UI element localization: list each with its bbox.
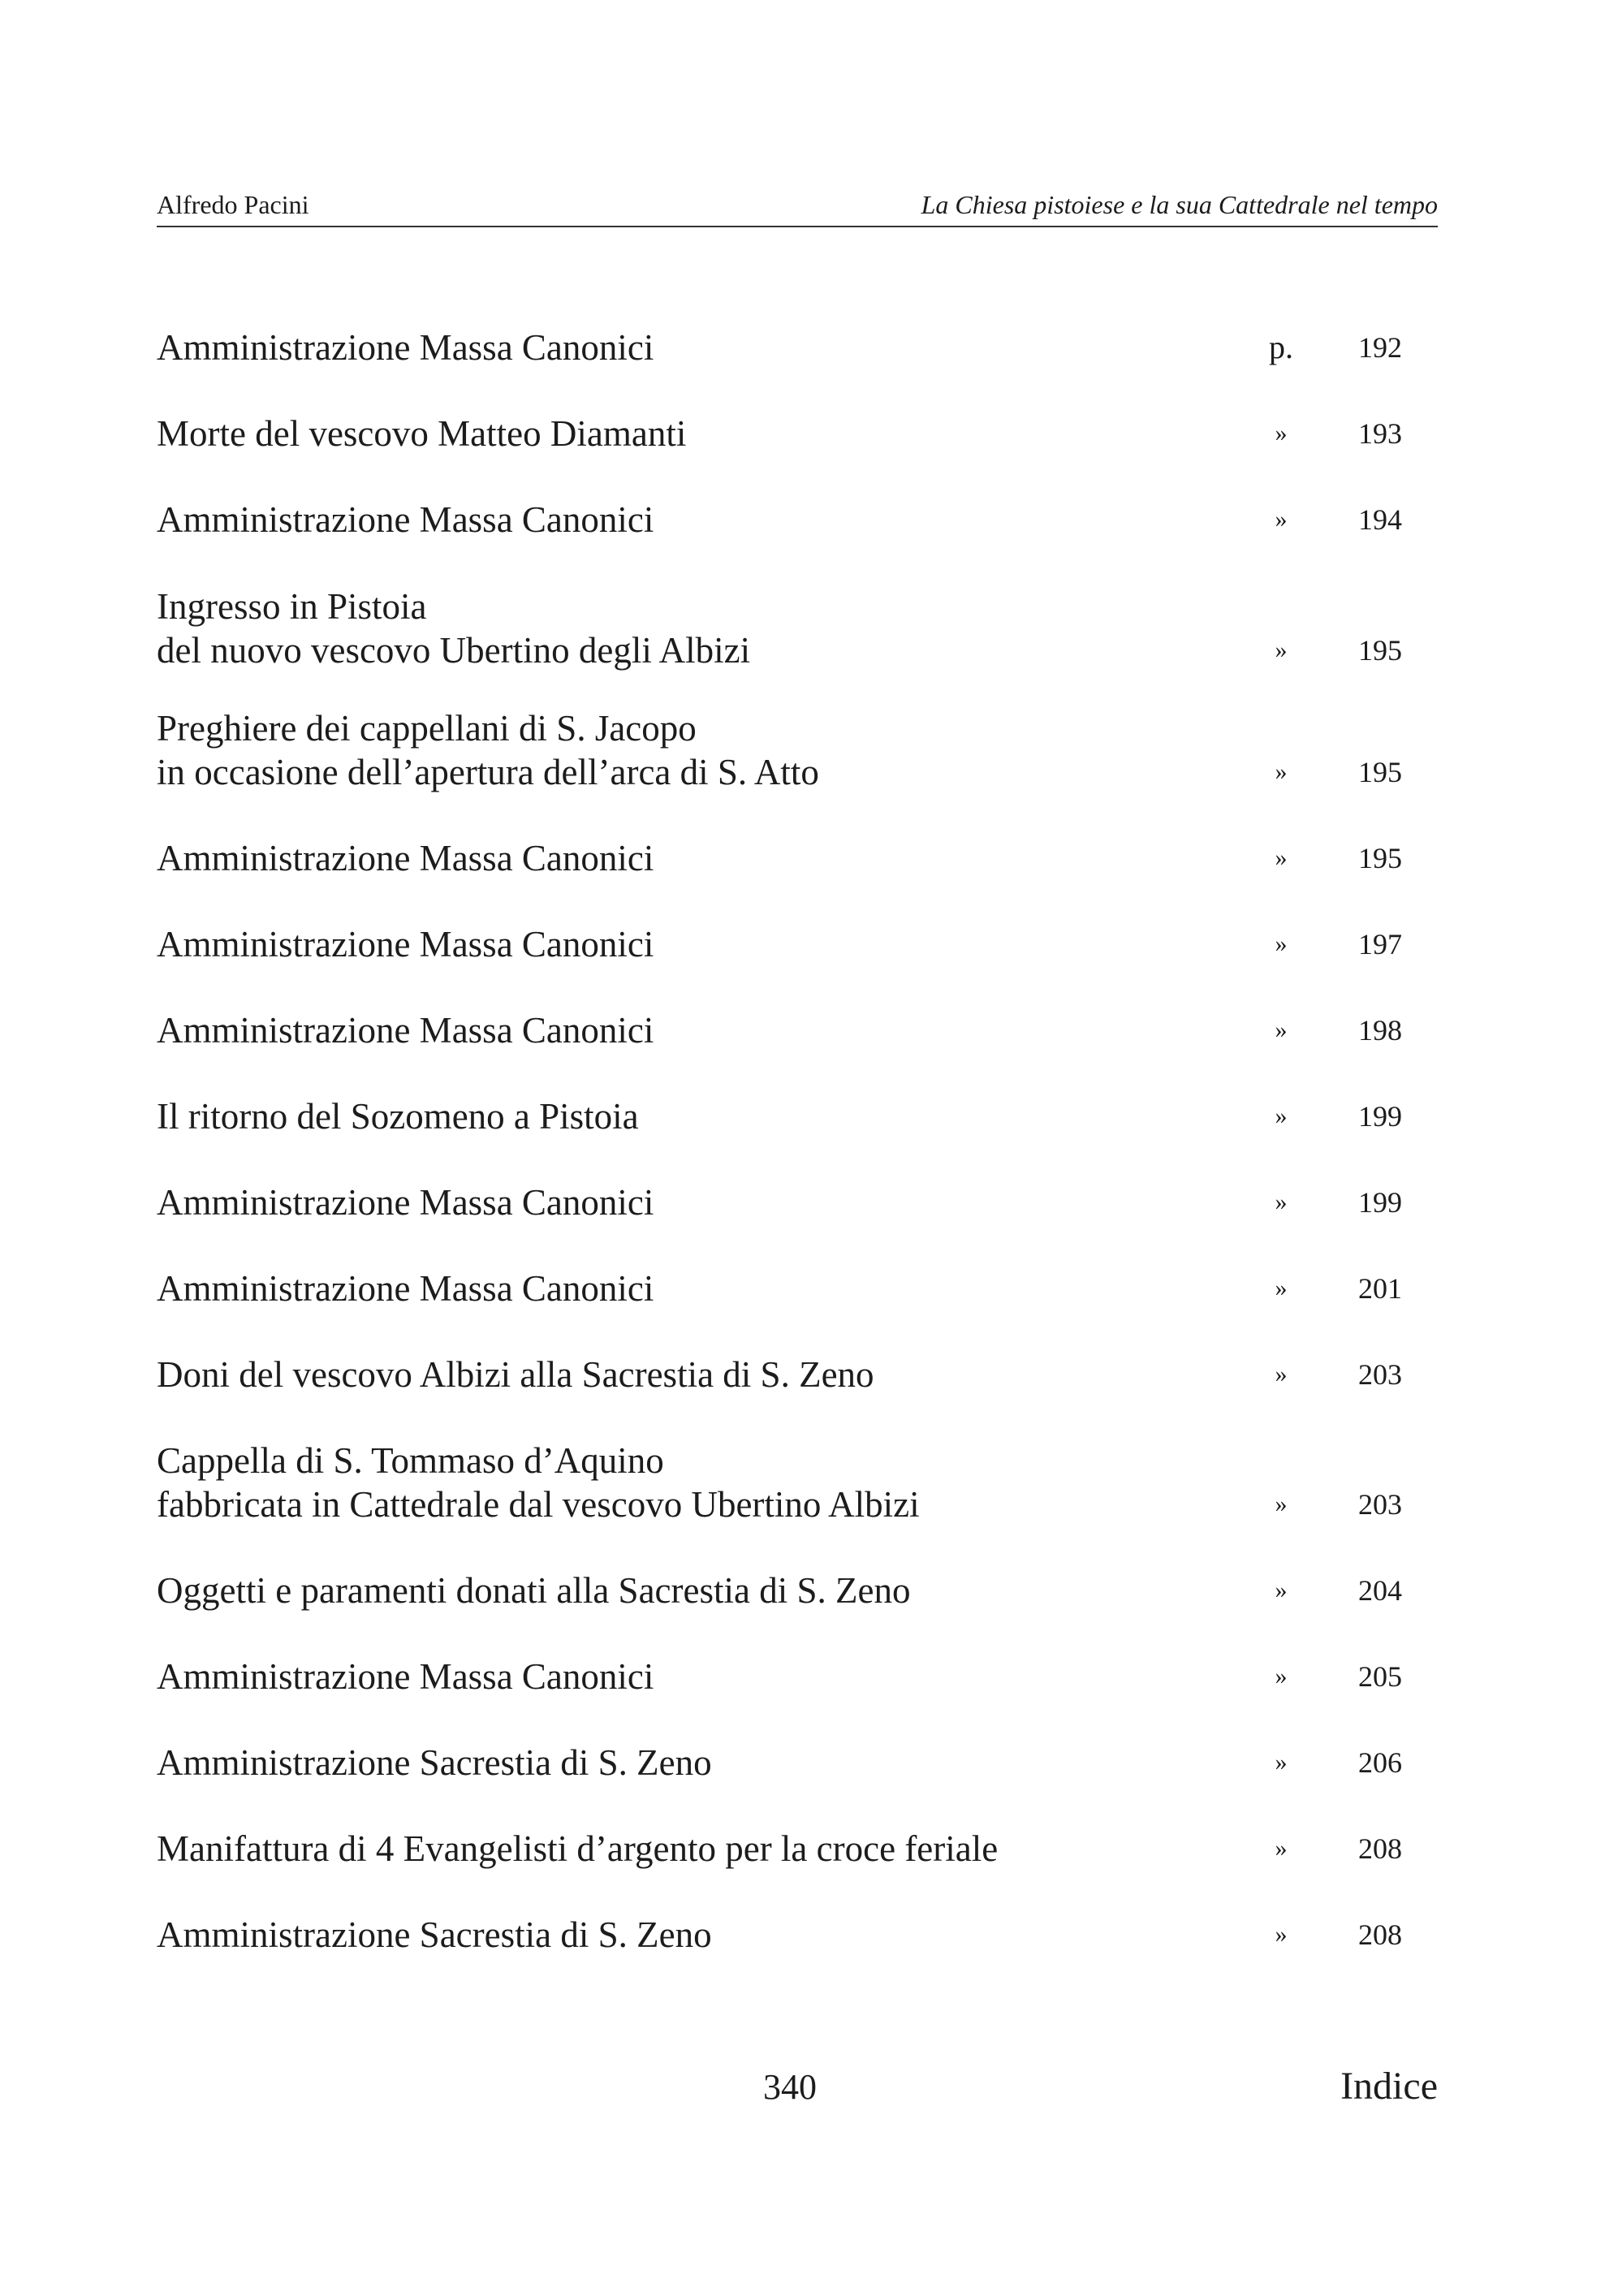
toc-entry-marker: » — [1275, 1663, 1288, 1690]
toc-entry — [157, 1180, 1423, 1224]
toc-entry — [157, 1439, 1423, 1526]
toc-entry-page-number: 208 — [1358, 1918, 1402, 1951]
toc-entry-title-line: in occasione dell’apertura dell’arca di S. Atto — [157, 752, 819, 792]
toc-entry-title-line: Amministrazione Massa Canonici — [157, 1010, 654, 1051]
toc-entry-title-line: Amministrazione Massa Canonici — [157, 1268, 654, 1309]
toc-entry — [157, 498, 1423, 542]
toc-entry — [157, 1267, 1423, 1310]
toc-entry — [157, 326, 1423, 369]
toc-entry-title — [157, 585, 1212, 672]
toc-entry-title — [157, 1827, 1212, 1871]
toc-entry-marker: » — [1275, 420, 1288, 447]
toc-entry-title — [157, 1569, 1212, 1612]
toc-entry — [157, 1008, 1423, 1052]
toc-entry-title — [157, 1741, 1212, 1785]
toc-entry — [157, 1827, 1423, 1871]
toc-entry — [157, 585, 1423, 672]
running-header — [157, 185, 1438, 227]
toc-entry-marker: » — [1275, 1921, 1288, 1948]
toc-entry — [157, 922, 1423, 966]
toc-entry-title-line: Preghiere dei cappellani di S. Jacopo — [157, 708, 697, 749]
toc-entry-title — [157, 836, 1212, 880]
toc-entry-page-number: 203 — [1358, 1358, 1402, 1391]
toc-entry-marker: » — [1275, 1835, 1288, 1862]
toc-entry-title-line: Oggetti e paramenti donati alla Sacrestia di S. Zeno — [157, 1570, 911, 1611]
footer-page-number: 340 — [763, 2067, 817, 2107]
toc-entry-title-line: Cappella di S. Tommaso d’Aquino — [157, 1440, 664, 1481]
toc-entry-page-number: 195 — [1358, 756, 1402, 788]
toc-entry — [157, 1655, 1423, 1698]
toc-entry — [157, 1741, 1423, 1785]
toc-entry — [157, 1353, 1423, 1396]
toc-entry-title-line: Amministrazione Sacrestia di S. Zeno — [157, 1914, 712, 1955]
toc-entry-marker: » — [1275, 1577, 1288, 1603]
toc-entry-page-number: 198 — [1358, 1014, 1402, 1047]
toc-entry-marker: » — [1275, 1016, 1288, 1043]
toc-entry-title-line: Amministrazione Massa Canonici — [157, 499, 654, 540]
toc-entry-page-number: 195 — [1358, 842, 1402, 874]
toc-entry-title-line: Amministrazione Massa Canonici — [157, 838, 654, 878]
toc-entry-page-number: 197 — [1358, 928, 1402, 960]
toc-entry — [157, 1094, 1423, 1138]
toc-entry-marker: » — [1275, 1189, 1288, 1215]
toc-entry-title-line: Morte del vescovo Matteo Diamanti — [157, 413, 687, 454]
toc-entry-page-number: 205 — [1358, 1660, 1402, 1693]
toc-entry — [157, 1913, 1423, 1957]
toc-entry-page-number: 206 — [1358, 1746, 1402, 1779]
toc-entry-title-line: del nuovo vescovo Ubertino degli Albizi — [157, 630, 751, 671]
toc-entry-title-line: Amministrazione Sacrestia di S. Zeno — [157, 1742, 712, 1783]
toc-entry-title — [157, 1180, 1212, 1224]
toc-entry-title-line: Amministrazione Massa Canonici — [157, 327, 654, 368]
toc-entry-page-number: 204 — [1358, 1574, 1402, 1607]
toc-entry-title-line: Amministrazione Massa Canonici — [157, 1656, 654, 1697]
toc-entry-page-number: 199 — [1358, 1186, 1402, 1219]
toc-entry-title — [157, 1094, 1212, 1138]
toc-entry-title-line: Manifattura di 4 Evangelisti d’argento per la croce feriale — [157, 1828, 999, 1869]
toc-entry-title — [157, 1913, 1212, 1957]
toc-entry-title — [157, 1267, 1212, 1310]
toc-entry — [157, 1569, 1423, 1612]
toc-entry-title — [157, 498, 1212, 542]
toc-entry-title — [157, 1008, 1212, 1052]
toc-entry-marker: p. — [1269, 329, 1293, 365]
toc-entry-page-number: 193 — [1358, 417, 1402, 450]
toc-entry-marker: » — [1275, 506, 1288, 533]
toc-entry-marker: » — [1275, 1361, 1288, 1388]
toc-entry-page-number: 199 — [1358, 1100, 1402, 1133]
toc-entry-title-line: Il ritorno del Sozomeno a Pistoia — [157, 1096, 639, 1137]
toc-entry-title-line: Ingresso in Pistoia — [157, 586, 427, 627]
toc-entry-title — [157, 922, 1212, 966]
toc-entry-title — [157, 1655, 1212, 1698]
toc-entry — [157, 836, 1423, 880]
toc-entry-title — [157, 326, 1212, 369]
toc-entry-marker: » — [1275, 1749, 1288, 1776]
toc-entry-marker: » — [1275, 637, 1288, 663]
toc-entry-title-line: Amministrazione Massa Canonici — [157, 1182, 654, 1223]
toc-entry-title-line: Doni del vescovo Albizi alla Sacrestia di S. Zeno — [157, 1354, 874, 1395]
toc-entry-marker: » — [1275, 1103, 1288, 1129]
header-book-title: La Chiesa pistoiese e la sua Cattedrale nel tempo — [921, 190, 1438, 219]
toc-entry-marker: » — [1275, 758, 1288, 785]
toc-entry — [157, 706, 1423, 794]
toc-entry-marker: » — [1275, 844, 1288, 871]
header-author: Alfredo Pacini — [157, 190, 309, 219]
toc-entry-page-number: 192 — [1358, 331, 1402, 364]
toc-entry-title — [157, 1439, 1212, 1526]
toc-entry-marker: » — [1275, 1275, 1288, 1301]
toc-entry — [157, 412, 1423, 455]
toc-entry-marker: » — [1275, 930, 1288, 957]
toc-entry-page-number: 208 — [1358, 1832, 1402, 1865]
toc-entry-marker: » — [1275, 1491, 1288, 1517]
toc-entry-page-number: 201 — [1358, 1272, 1402, 1305]
toc-entry-page-number: 194 — [1358, 503, 1402, 536]
toc-entry-page-number: 203 — [1358, 1488, 1402, 1521]
toc-entry-title — [157, 412, 1212, 455]
footer-section-label: Indice — [1340, 2065, 1438, 2108]
toc-entry-title — [157, 706, 1212, 794]
toc-entry-page-number: 195 — [1358, 634, 1402, 667]
toc-entry-title — [157, 1353, 1212, 1396]
toc-entry-title-line: fabbricata in Cattedrale dal vescovo Ubertino Albizi — [157, 1484, 920, 1525]
toc-entry-title-line: Amministrazione Massa Canonici — [157, 924, 654, 965]
